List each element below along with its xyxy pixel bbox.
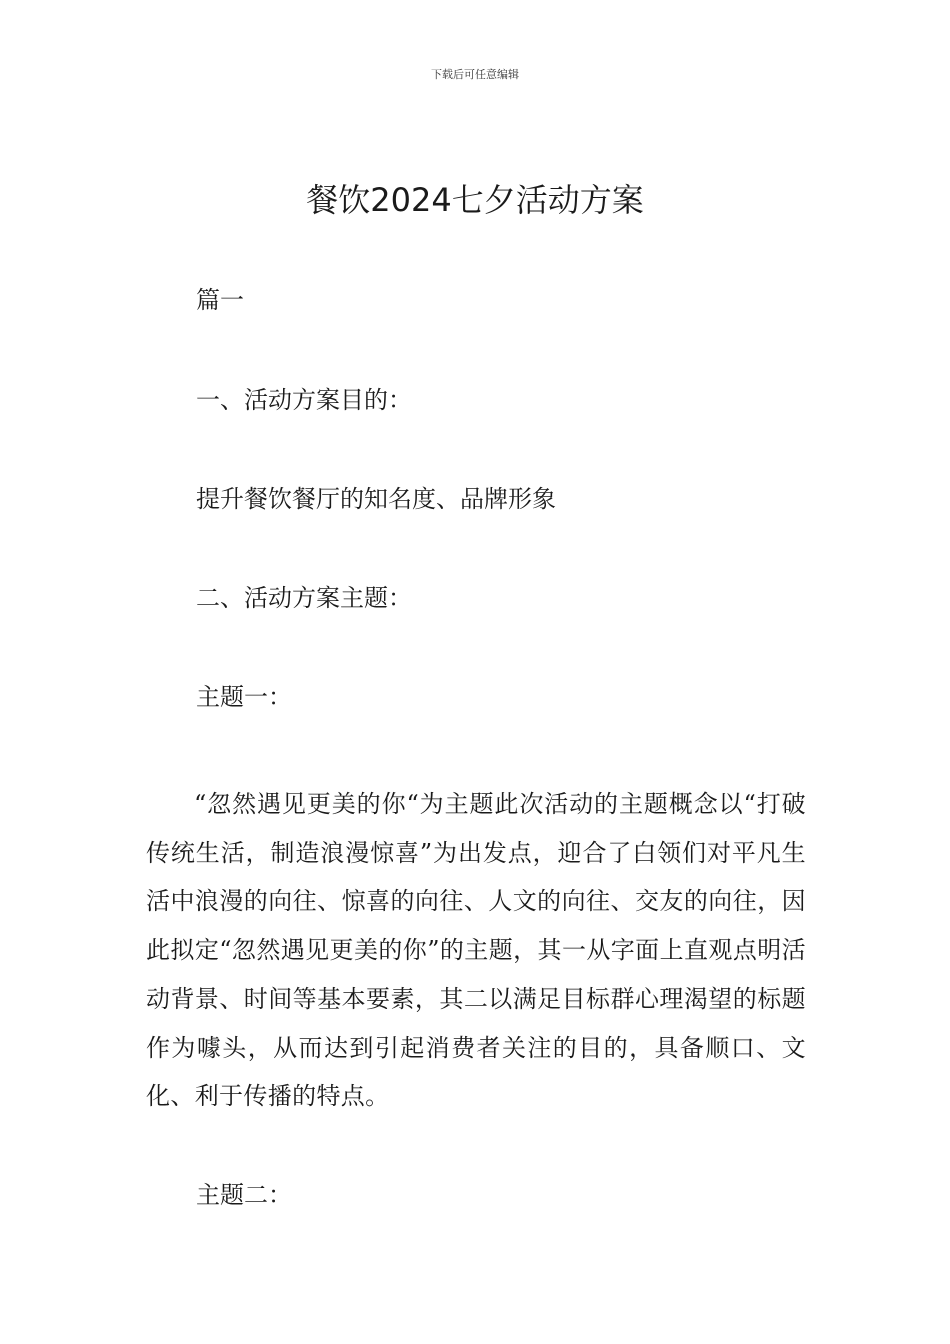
theme-2-label: 主题二： xyxy=(196,1181,292,1209)
page-header-note: 下载后可任意编辑 xyxy=(431,68,519,81)
heading-theme: 二、活动方案主题： xyxy=(196,584,412,612)
purpose-text: 提升餐饮餐厅的知名度、品牌形象 xyxy=(196,485,556,513)
theme-1-label: 主题一： xyxy=(196,683,292,711)
section-label: 篇一 xyxy=(196,286,244,314)
theme-1-body: “忽然遇见更美的你“为主题此次活动的主题概念以“打破传统生活，制造浪漫惊喜”为出发点，迎合了白领们对平凡生活中浪漫的向往、惊喜的向往、人文的向往、交友的向往，因此拟定“忽然遇见更美的你”的主题，其一从字面上直观点明活动背景、时间等基本要素，其二以满足目标群心理渴望的标题作为噱头，从而达到引起消费者关注的目的，具备顺口、文化、利于传播的特点。 xyxy=(146,790,806,1111)
heading-purpose: 一、活动方案目的： xyxy=(196,386,412,414)
document-title: 餐饮2024七夕活动方案 xyxy=(306,181,644,219)
